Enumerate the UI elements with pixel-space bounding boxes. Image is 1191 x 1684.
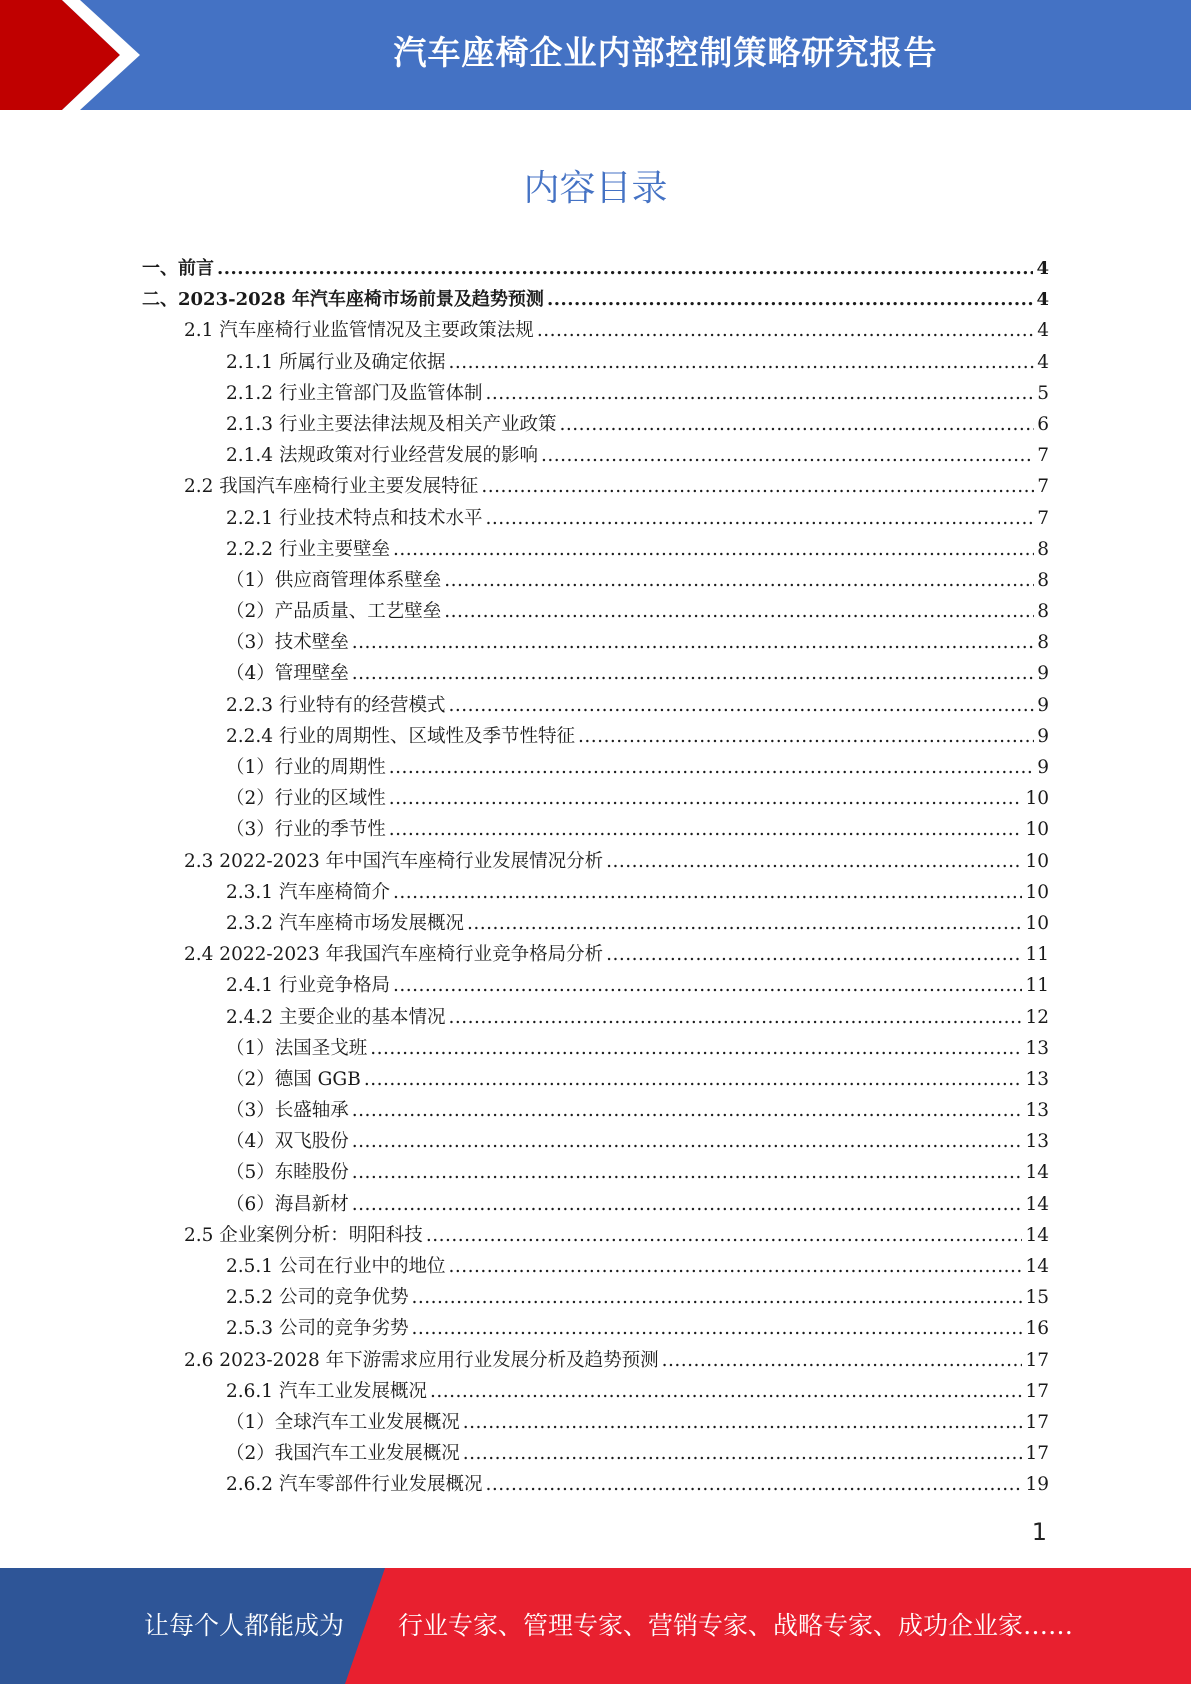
toc-entry-page: 13 [1025,1131,1049,1153]
toc-entry[interactable] [142,409,1049,440]
toc-entry-page: 17 [1025,1411,1049,1433]
toc-leader-dots [389,752,1034,783]
toc-leader-dots [606,939,1022,970]
toc-entry-page: 10 [1025,819,1049,841]
toc-entry-label: 2.1.2 行业主管部门及监管体制 [226,382,483,404]
toc-entry[interactable] [142,347,1049,378]
toc-entry-label: 2.2.4 行业的周期性、区域性及季节性特征 [226,725,575,747]
toc-leader-dots [444,565,1034,596]
toc-entry-page: 8 [1037,601,1049,623]
toc-entry-label: 2.1 汽车座椅行业监管情况及主要政策法规 [184,320,534,342]
toc-leader-dots [393,877,1022,908]
toc-leader-dots [541,440,1034,471]
toc-entry-page: 8 [1037,569,1049,591]
toc-entry[interactable] [142,1282,1049,1313]
toc-entry-label: 2.1.3 行业主要法律法规及相关产业政策 [226,413,557,435]
toc-entry-label: （3）技术壁垒 [226,632,349,654]
toc-entry[interactable] [142,1064,1049,1095]
toc-entry-label: 一、前言 [142,258,214,279]
toc-entry-label: 2.2.3 行业特有的经营模式 [226,694,446,716]
page-number: 1 [1031,1518,1047,1546]
toc-leader-dots [389,783,1023,814]
table-of-contents [142,253,1049,1501]
toc-entry-page: 15 [1025,1287,1049,1309]
toc-entry[interactable] [142,846,1049,877]
toc-entry-label: 2.5 企业案例分析：明阳科技 [184,1224,423,1246]
toc-leader-dots [389,814,1023,845]
toc-leader-dots [448,347,1034,378]
toc-entry[interactable] [142,534,1049,565]
toc-entry-page: 11 [1025,975,1049,997]
toc-entry-page: 7 [1037,507,1049,529]
toc-entry[interactable] [142,440,1049,471]
toc-entry-label: （4）双飞股份 [226,1131,349,1153]
toc-entry[interactable] [142,1313,1049,1344]
toc-leader-dots [352,658,1034,689]
toc-entry-page: 13 [1025,1037,1049,1059]
toc-entry[interactable] [142,565,1049,596]
toc-entry-page: 11 [1025,944,1049,966]
toc-entry-page: 13 [1025,1100,1049,1122]
toc-entry-page: 10 [1025,881,1049,903]
toc-entry-page: 4 [1036,258,1049,279]
toc-entry-label: （1）全球汽车工业发展概况 [226,1411,460,1433]
toc-entry-page: 17 [1025,1380,1049,1402]
toc-entry-page: 4 [1037,320,1049,342]
toc-entry-page: 9 [1037,694,1049,716]
toc-entry-page: 16 [1025,1318,1049,1340]
toc-entry-page: 7 [1037,445,1049,467]
toc-entry-page: 14 [1025,1162,1049,1184]
toc-entry-page: 19 [1025,1474,1049,1496]
toc-entry-label: （2）德国 GGB [226,1068,361,1090]
toc-entry-page: 8 [1037,538,1049,560]
toc-entry-label: 2.5.3 公司的竞争劣势 [226,1318,409,1340]
toc-leader-dots [485,1469,1022,1500]
toc-entry-label: （2）产品质量、工艺壁垒 [226,601,442,623]
toc-entry-label: （1）法国圣戈班 [226,1037,368,1059]
header-arrow-decoration [0,0,200,110]
toc-entry-label: （4）管理壁垒 [226,663,349,685]
toc-entry-page: 10 [1025,912,1049,934]
toc-leader-dots [393,970,1022,1001]
toc-entry[interactable] [142,1345,1049,1376]
toc-entry[interactable] [142,690,1049,721]
toc-leader-dots [364,1064,1023,1095]
toc-entry-label: 2.3.2 汽车座椅市场发展概况 [226,912,464,934]
toc-entry-page: 5 [1037,382,1049,404]
toc-leader-dots [485,503,1034,534]
toc-entry[interactable] [142,1095,1049,1126]
toc-leader-dots [606,846,1022,877]
toc-entry-label: 2.2 我国汽车座椅行业主要发展特征 [184,476,479,498]
toc-entry-label: 2.4 2022-2023 年我国汽车座椅行业竞争格局分析 [184,944,604,966]
toc-entry[interactable] [142,814,1049,845]
toc-entry-page: 17 [1025,1349,1049,1371]
toc-entry-label: 2.2.2 行业主要壁垒 [226,538,390,560]
toc-entry[interactable] [142,970,1049,1001]
toc-entry[interactable] [142,1189,1049,1220]
toc-entry-label: 2.1.1 所属行业及确定依据 [226,351,446,373]
toc-entry-label: （2）我国汽车工业发展概况 [226,1443,460,1465]
toc-entry[interactable] [142,627,1049,658]
toc-entry[interactable] [142,503,1049,534]
toc-entry[interactable] [142,752,1049,783]
page-footer [0,1568,1191,1684]
toc-entry-page: 9 [1037,663,1049,685]
toc-entry-label: 2.5.1 公司在行业中的地位 [226,1256,446,1277]
toc-entry-page: 14 [1025,1193,1049,1215]
toc-entry-label: 2.3.1 汽车座椅简介 [226,881,390,903]
toc-entry-label: 2.2.1 行业技术特点和技术水平 [226,507,483,529]
toc-entry[interactable] [142,1002,1049,1033]
toc-entry-page: 17 [1025,1443,1049,1465]
toc-entry-page: 10 [1025,850,1049,872]
toc-leader-dots [578,721,1034,752]
toc-leader-dots [393,534,1034,565]
toc-leader-dots [559,409,1034,440]
toc-entry[interactable] [142,1376,1049,1407]
toc-entry-label: （1）供应商管理体系壁垒 [226,569,442,591]
toc-entry[interactable] [142,253,1049,284]
toc-entry-label: 2.3 2022-2023 年中国汽车座椅行业发展情况分析 [184,850,604,872]
toc-entry[interactable] [142,1251,1049,1282]
page-header [0,0,1191,110]
toc-leader-dots [217,253,1033,284]
toc-entry-label: 2.6.1 汽车工业发展概况 [226,1380,427,1402]
toc-leader-dots [352,627,1034,658]
toc-entry[interactable] [142,1438,1049,1469]
toc-entry-page: 9 [1037,725,1049,747]
toc-leader-dots [444,596,1034,627]
toc-leader-dots [485,378,1034,409]
toc-leader-dots [448,1002,1022,1033]
toc-entry[interactable] [142,658,1049,689]
toc-entry[interactable] [142,378,1049,409]
toc-entry-label: 二、2023-2028 年汽车座椅市场前景及趋势预测 [142,289,544,311]
toc-leader-dots [463,1407,1023,1438]
toc-entry-page: 14 [1025,1224,1049,1246]
toc-entry-label: 2.6.2 汽车零部件行业发展概况 [226,1474,483,1496]
toc-leader-dots [467,908,1022,939]
toc-entry-label: 2.4.2 主要企业的基本情况 [226,1006,446,1028]
toc-leader-dots [352,1157,1023,1188]
toc-entry-label: 2.6 2023-2028 年下游需求应用行业发展分析及趋势预测 [184,1349,659,1371]
toc-entry[interactable] [142,1220,1049,1251]
toc-entry[interactable] [142,1157,1049,1188]
toc-entry-label: 2.4.1 行业竞争格局 [226,975,390,997]
toc-heading: 内容目录 [523,168,668,209]
toc-leader-dots [448,1251,1022,1282]
toc-entry[interactable] [142,721,1049,752]
toc-leader-dots [662,1345,1023,1376]
toc-leader-dots [352,1189,1023,1220]
report-title: 汽车座椅企业内部控制策略研究报告 [393,33,938,72]
toc-entry-label: （5）东睦股份 [226,1162,349,1184]
toc-entry-page: 13 [1025,1068,1049,1090]
toc-leader-dots [481,471,1034,502]
toc-entry-label: （2）行业的区域性 [226,788,386,810]
toc-entry[interactable] [142,596,1049,627]
toc-leader-dots [370,1033,1022,1064]
toc-leader-dots [352,1126,1023,1157]
toc-entry-page: 4 [1037,351,1049,373]
toc-entry-page: 14 [1025,1256,1049,1277]
toc-leader-dots [547,284,1034,315]
toc-entry[interactable] [142,877,1049,908]
toc-entry-label: 2.1.4 法规政策对行业经营发展的影响 [226,445,538,467]
toc-entry-label: 2.5.2 公司的竞争优势 [226,1287,409,1309]
footer-slogan-left: 让每个人都能成为 [144,1611,345,1640]
toc-entry-page: 9 [1037,757,1049,778]
toc-entry-page: 4 [1036,289,1049,311]
toc-leader-dots [411,1313,1022,1344]
toc-entry-page: 10 [1025,788,1049,810]
toc-entry-label: （1）行业的周期性 [226,757,386,778]
toc-leader-dots [352,1095,1023,1126]
toc-entry[interactable] [142,1469,1049,1500]
toc-leader-dots [537,315,1034,346]
toc-leader-dots [448,690,1034,721]
toc-entry-page: 6 [1037,413,1049,435]
toc-leader-dots [411,1282,1022,1313]
toc-entry[interactable] [142,783,1049,814]
toc-entry-label: （6）海昌新材 [226,1193,349,1215]
toc-entry[interactable] [142,315,1049,346]
toc-entry-page: 7 [1037,476,1049,498]
toc-entry[interactable] [142,471,1049,502]
footer-slogan-right: 行业专家、管理专家、营销专家、战略专家、成功企业家…… [398,1611,1074,1640]
toc-leader-dots [426,1220,1023,1251]
toc-entry[interactable] [142,1033,1049,1064]
toc-entry[interactable] [142,939,1049,970]
toc-entry-page: 8 [1037,632,1049,654]
toc-leader-dots [463,1438,1023,1469]
toc-entry-label: （3）长盛轴承 [226,1100,349,1122]
toc-leader-dots [430,1376,1022,1407]
toc-entry-page: 12 [1025,1006,1049,1028]
toc-entry[interactable] [142,284,1049,315]
toc-entry-label: （3）行业的季节性 [226,819,386,841]
toc-entry[interactable] [142,1126,1049,1157]
toc-entry[interactable] [142,1407,1049,1438]
toc-entry[interactable] [142,908,1049,939]
